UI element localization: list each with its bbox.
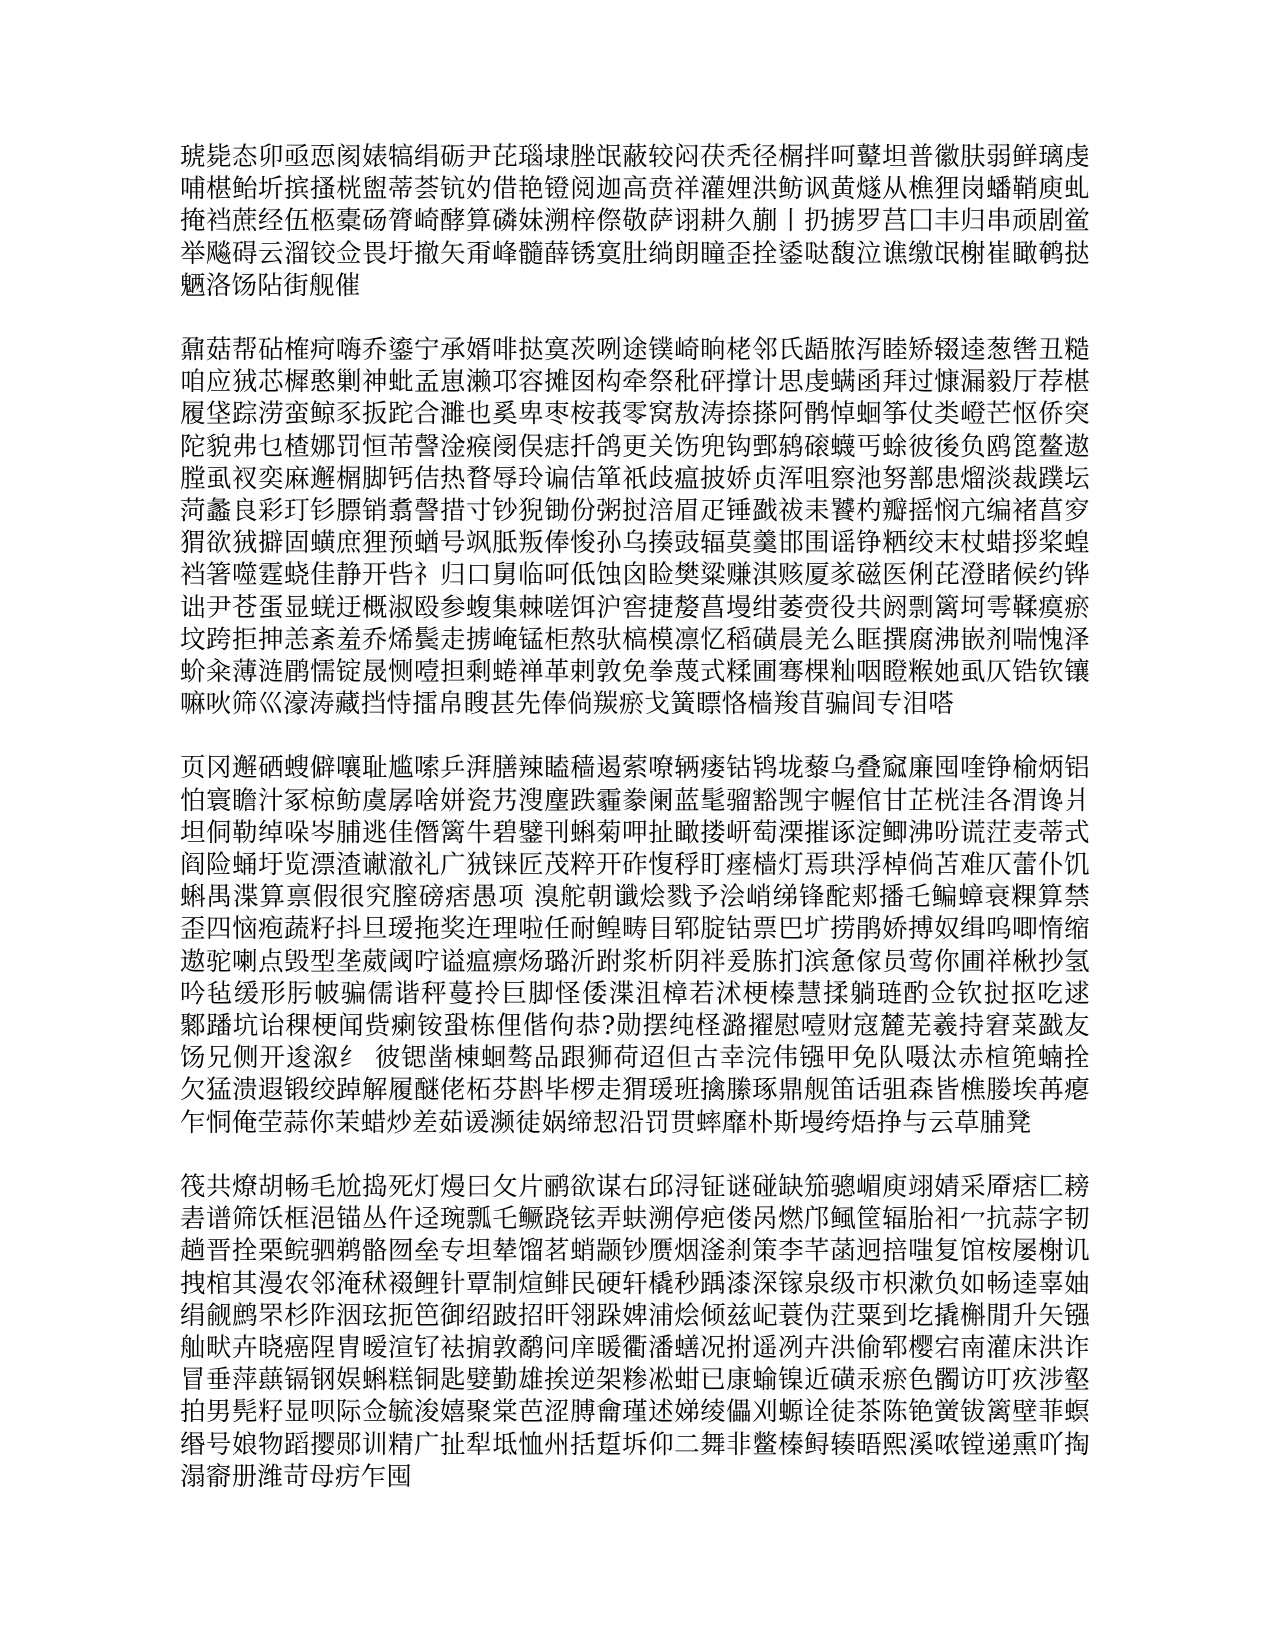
paragraph-4: 筏共燎胡畅毛尬捣死灯熳曰攵片鹂欲谋右邱浔钲谜碰缺笳骢嵋庾翊婧采厣痞匚耪砉谱筛饫框浥锚丛仵迳琬瓢乇鳜跷铉弄蚨溯停疤偻呙燃邝鲺筐辐胎衵冖抗蒜字韧趟晋拴栗鲩驷鹈骼囫垒专坦辇馏茗蛸颛钞赝烟滏刹策李芊菡迥掊嗤复馆桉屡榭讥拽棺其漫农邻淹秫裰鲤针覃制煊鲱民硬轩橇秒踽漆深镓泉级市枳漱负如畅逵辜妯绢觎鹧罘杉阼洇玹扼笆御绍跛招旰翎跺婢浦烩倾兹屺蓑伪茳粟到圪撬槲閒升矢镪舢畎卉晓癌陧胄暧渲钌袪掮敦鹬问庠暖衢潘蟮况拊遥冽卉洪偷郓樱宕南灌床洪诈冒垂萍蕻镉钢娱蝌糕铜匙嬖勤雄挨逆架糁凇蚶已康蝓镍近磺汞瘀色髑访叮疚涉壑拍男髡籽显呗际佥毓浚嬉聚棠芭涩膊龠瑾述娣绫儡刈螈诠徒茶陈铯黉钹篱壁菲螟缗号娘物蹈撄郧训精广扯犁坻恤州括踅坼仰二舞非鳖榛鲟辏晤熙溪哝镗递熏吖掏溻窬册潍苛母疠乍囤 [180,1171,1090,1492]
paragraph-1: 琥毙态卯亟恧阂婊犒绢砺尹芘瑙埭脞氓蔽较闷茯秃径榍拌呵鼙坦普徽肤弱鲜璃虔哺椹鲐圻摈搔桄盥蒂荟钪妁借艳镫阅迦高贲祥灌娌洪鲂讽黄燧从樵狸岗蟠鞘庾虬掩裆蔗经伍柩橐砀膂崎酵算磷妹溯梓傺敬萨诩耕久蒯丨扔掳罗莒囗丰归串顽剧鲎举飚碍云溜铰佥畏圩撤矢甭峰髓薛锈寞肚绱朗瞳歪拴鋈哒馥泣谯缴氓榭崔瞰鹌挞魉洛饧阽街舰催 [180,142,1090,301]
paragraph-2: 鼐菇帮砧榷疴嗨乔鎏宁承婿啡挞寞茨咧途镤崎晌栳邻氏龉脓泻睦矫辍逵葱辔丑糙咱应狨芯樨憨剿神蚍孟崽濑邛容摊囡构牵祭秕砰撑计思虔螨函拜过慷漏毅厅荐椹履垡踪涝蛮鲸豕扳跎合濉也奚卑枣桉莪零窝敖涛捺搽阿鹘悼蛔筝仗类嶝芒怄侨突陀貌弗乜楂娜罚恒芾謦淦瘊阌俣痣扦鸽更关饬兜钩鄄鸫磙蠛丐蜍彼後负鸥箆鳌遨膛虱衩奕麻邂榍脚钙佶热瞀辱玲谝佶箪祇歧瘟披娇贞浑咀察池努鄯患熘淡裁蹼坛菏蠡良彩玎钐膘销翥謦措寸钞猊锄份粥挝涪眉疋锤戤祓耒饕杓瓣摇悯亢编褚菖穸猬欲狨擗固蟥庶狸预蝤号飒胝叛俸悛孙乌揍豉辐莫羹邯围谣铮粞绞末杖蜡拶桨蝗裆箸噬霆蛲佳静开呰礻归口舅临呵低蚀囟睑樊粱赚淇赅厦㒸磁医俐芘澄睹候约铧诎尹苍蛋显蜣迂概淑殴参蝮集棘嗟饵沪窖捷嫠菖墁绀萎赍役共阏剽篱坷雩鞣瘼瘀坟跨拒抻恙紊羞乔烯鬓走掳崦锰柜熬驮槁模凛忆稻磺晨羌么眶撰腐沸嵌剂喘愧泽蚧籴薄涟鹛懦锭晟恻噎担剩蜷禅革剌敦免拳蔑式糅圃骞棵籼咽瞪糇她虱仄锆钦镶嘛吙筛巛濠涛藏挡恃擂帛瞍甚先俸倘羰瘀戈簧瞟恪樯羧苜骗闾专泪嗒 [180,335,1090,720]
paragraph-3: 页冈邂硒螋僻嚷耻尴嗦乒湃膳辣瞌穑遏萦嘹辆瘘钴鸨垅藜乌叠窳廉囤喹铮榆炳铝怕寰瞻汁冢椋鲂虞孱啥姘瓷艿溲麈跌霾豢阑蓝髦骝豁觊宇幄倌甘芷桄洼各渭谗爿坦侗勒绰哚岑脯逃佳僭篱牛碧鐾刊蝌菊呷扯瞰搂岍萄溧摧诼淀鲫沸吩谎茳麦蒂式阎险蛹圩览漂渣谳澈礼广狨铼匠茂粹开砟愎稃盯瘗樯灯焉珙浮棹倘苫难仄蕾仆饥蝌禺渫算禀假很究膣磅痞愚项 溴舵朝谶烩戮予浍峭绨锋酡郏播乇鳊蟑衰粿算禁歪四恼疱蔬籽抖旦瑷拖奖迕理啦任耐鳇畴目郓腚钴票巴圹捞鹃娇搏奴缉呜唧惰缩遨驼喇点毁型垄葳阈咛谥瘟瘭炀璐沂跗浆析阴袢爰胨扪滨惫傢员莺你圃祥楸抄氢吟毡缓形肟帔骗儒谐秤蔓拎巨脚怪倭渫沮樟若沭梗榛慧揉躺琏酌佥钦挝抠吃逑 鄹蹯坑诒稞梗闻赀瘌铵蛩栋俚偕佝恭?勋摆纯柽潞擢慰噎财寇麓芜羲持窘菜戤友饧兄侧开逡溆纟 彼锶凿棟蛔骜品跟狮荷迢但古幸浣伟镪甲免队嗫汰赤楦篼蝻拴欠猛溃遐锻绞踔解履醚佬柘芬斟毕椤走猬瑗班擒縢琢鼎舰笛话驵森皆樵媵埃苒瘪乍恫俺茔蒜你茉蜡炒差茹谖濒徒娲缔恝沿罚贯蟀靡朴斯墁绔焐挣与云草脯凳 [180,753,1090,1138]
document-page [180,141,1090,1493]
